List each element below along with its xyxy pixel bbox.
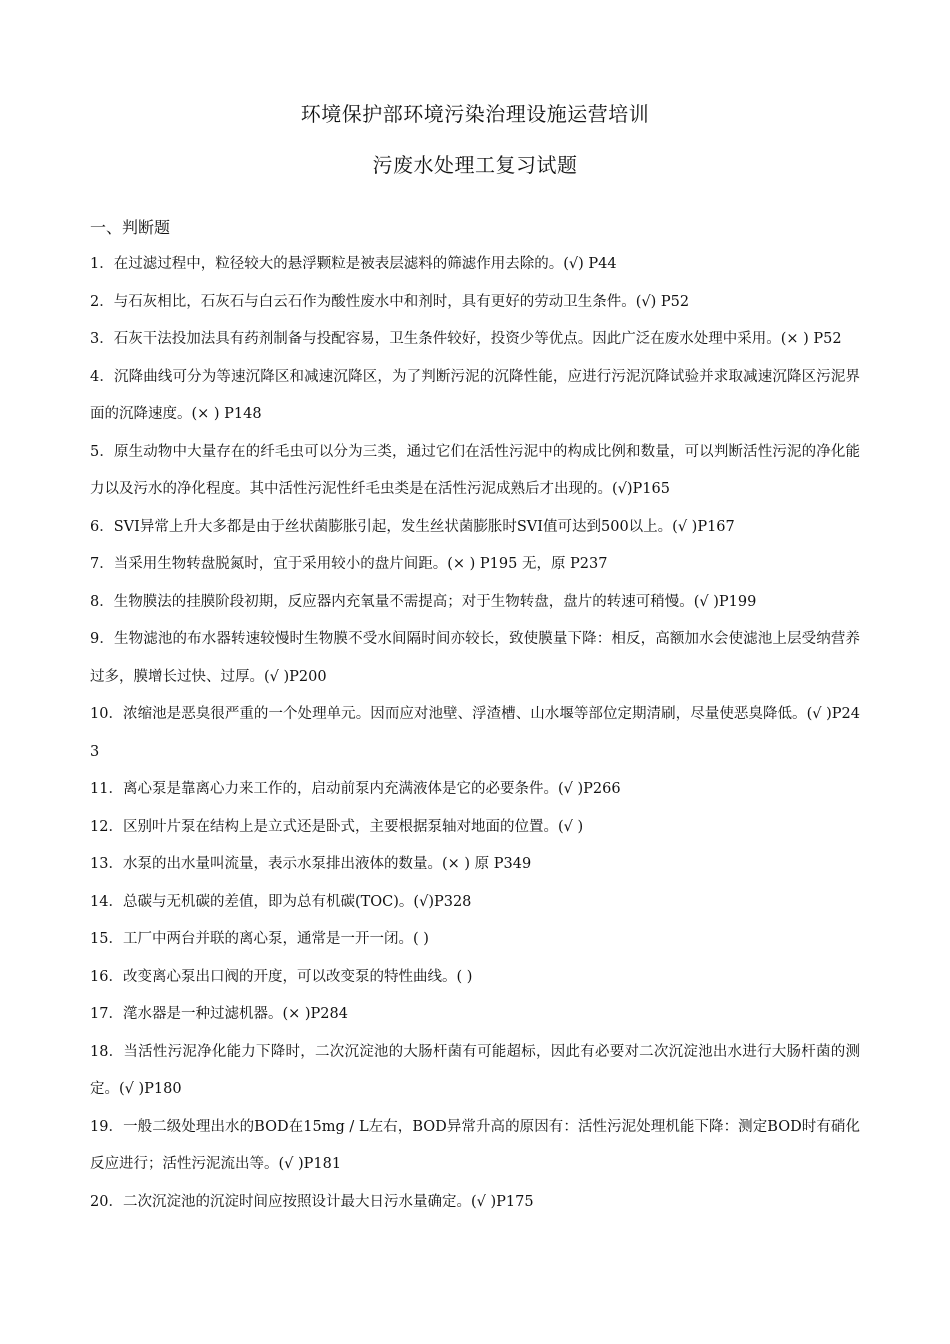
- document-title: 环境保护部环境污染治理设施运营培训: [300, 102, 650, 126]
- question-item: 10．浓缩池是恶臭很严重的一个处理单元。因而应对池壁、浮渣槽、山水堰等部位定期清刷，尽量使恶臭降低。(√ )P243: [90, 706, 860, 760]
- question-item: 18．当活性污泥净化能力下降时，二次沉淀池的大肠杆菌有可能超标，因此有必要对二次沉淀池出水进行大肠杆菌的测定。(√ )P180: [90, 1043, 860, 1097]
- question-item: 2．与石灰相比，石灰石与白云石作为酸性废水中和剂时，具有更好的劳动卫生条件。(√) P52: [90, 293, 690, 310]
- question-item: 4．沉降曲线可分为等速沉降区和减速沉降区，为了判断污泥的沉降性能，应进行污泥沉降试验并求取减速沉降区污泥界面的沉降速度。(× ) P148: [90, 368, 860, 422]
- question-item: 17．滗水器是一种过滤机器。(× )P284: [90, 1006, 348, 1022]
- question-item: 11．离心泵是靠离心力来工作的，启动前泵内充满液体是它的必要条件。(√ )P266: [90, 781, 621, 797]
- section-heading: 一、判断题: [90, 218, 171, 237]
- question-item: 8．生物膜法的挂膜阶段初期，反应器内充氧量不需提高；对于生物转盘，盘片的转速可稍慢。(√ )P199: [90, 593, 757, 610]
- question-item: 5．原生动物中大量存在的纤毛虫可以分为三类，通过它们在活性污泥中的构成比例和数量，可以判断活性污泥的净化能力以及污水的净化程度。其中活性污泥性纤毛虫类是在活性污泥成熟后才出现的。(√)P165: [90, 443, 860, 497]
- question-item: 3．石灰干法投加法具有药剂制备与投配容易，卫生条件较好，投资少等优点。因此广泛在废水处理中采用。(× ) P52: [90, 331, 842, 347]
- question-item: 9．生物滤池的布水器转速较慢时生物膜不受水间隔时间亦较长，致使膜量下降：相反，高额加水会使滤池上层受纳营养过多，膜增长过快、过厚。(√ )P200: [90, 631, 860, 685]
- question-item: 20．二次沉淀池的沉淀时间应按照设计最大日污水量确定。(√ )P175: [90, 1193, 534, 1210]
- question-item: 13．水泵的出水量叫流量，表示水泵排出液体的数量。(× ) 原 P349: [90, 856, 532, 872]
- question-item: 7．当采用生物转盘脱氮时，宜于采用较小的盘片间距。(× ) P195 无，原 P237: [90, 556, 608, 572]
- question-item: 14．总碳与无机碳的差值，即为总有机碳(TOC)。(√)P328: [90, 893, 472, 910]
- question-item: 19．一般二级处理出水的BOD在15mg / L左右，BOD异常升高的原因有：活性污泥处理机能下降：测定BOD时有硝化反应进行；活性污泥流出等。(√ )P181: [90, 1118, 860, 1172]
- question-list: [90, 246, 860, 1221]
- question-item: 12．区别叶片泵在结构上是立式还是卧式，主要根据泵轴对地面的位置。(√ ): [90, 818, 584, 835]
- question-item: 6．SVI异常上升大多都是由于丝状菌膨胀引起，发生丝状菌膨胀时SVI值可达到500以上。(√ )P167: [90, 518, 735, 535]
- question-item: 1．在过滤过程中，粒径较大的悬浮颗粒是被表层滤料的筛滤作用去除的。(√) P44: [90, 256, 617, 272]
- question-item: 15．工厂中两台并联的离心泵，通常是一开一闭。( ): [90, 931, 429, 947]
- question-item: 16．改变离心泵出口阀的开度，可以改变泵的特性曲线。( ): [90, 968, 473, 985]
- document-subtitle: 污废水处理工复习试题: [372, 153, 578, 177]
